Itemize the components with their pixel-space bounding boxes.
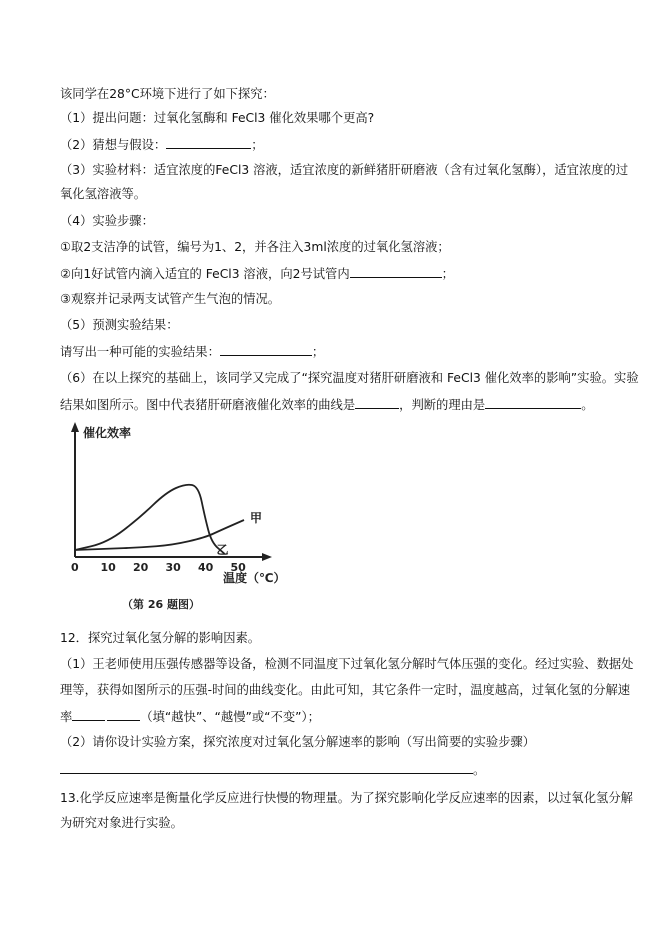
answer-blank[interactable] [72,708,105,721]
question-2-text: （2）猜想与假设： [60,138,167,152]
semicolon: ； [251,138,264,152]
answer-blank[interactable] [485,396,581,409]
x-tick-label: 50 [230,561,246,574]
period: 。 [581,398,594,412]
x-tick-label: 40 [198,561,214,574]
x-tick-label: 10 [100,561,116,574]
question-4: （4）实验步骤： [60,214,154,228]
question-5-prompt [60,343,324,360]
semicolon: ； [311,345,325,359]
problem-12-hint: （填“越快”、“越慢”或“不变”）； [140,710,320,724]
question-3-line2: 氧化氢溶液等。 [60,187,147,201]
step-1: ①取2支洁净的试管，编号为1、2，并各注入3ml浓度的过氧化氢溶液； [60,240,450,254]
figure-caption: （第 26 题图） [122,598,200,611]
step-2-text: ②向1好试管内滴入适宜的 FeCl3 溶液，向2号试管内 [60,267,350,281]
x-axis-label: 温度（℃） [223,571,286,585]
problem-12-title: 12．探究过氧化氢分解的影响因素。 [60,631,261,645]
question-6-text-a: 结果如图所示。图中代表猪肝研磨液催化效率的曲线是 [60,398,356,412]
problem-12-part1-line1: （1）王老师使用压强传感器等设备，检测不同温度下过氧化氢分解时气体压强的变化。经过实验、数据处 [60,657,634,671]
question-6-line1: （6）在以上探究的基础上，该同学又完成了“探究温度对猪肝研磨液和 FeCl3 催化效率的影响”实验。实验 [60,371,639,385]
problem-12-part1-line2: 理等，获得如图所示的压强-时间的曲线变化。由此可知，其它条件一定时，温度越高，过氧化氢的分解速 [60,683,631,697]
problem-12-part1-line3 [60,708,320,725]
answer-blank[interactable] [107,708,140,721]
x-tick-label: 0 [71,561,79,574]
series-label: 甲 [250,511,263,525]
period: 。 [473,763,486,777]
question-6-text-b: ，判断的理由是 [399,398,486,412]
answer-blank[interactable] [166,136,251,149]
problem-12-text: 率 [60,710,73,724]
question-2 [60,136,264,153]
question-6-line2 [60,396,594,413]
problem-13-line2: 为研究对象进行实验。 [60,816,183,830]
y-axis-arrow-icon [71,422,79,432]
y-axis-label: 催化效率 [83,426,132,440]
intro-text: 该同学在28°C环境下进行了如下探究： [60,87,275,101]
answer-blank[interactable] [93,761,473,774]
x-axis-arrow-icon [262,553,272,561]
question-5-prompt-text: 请写出一种可能的实验结果： [60,345,220,359]
question-3-line1: （3）实验材料：适宜浓度的FeCl3 溶液，适宜浓度的新鲜猪肝研磨液（含有过氧化氢酶），适宜浓度的过 [60,163,629,177]
x-tick-label: 30 [165,561,181,574]
step-3: ③观察并记录两支试管产生气泡的情况。 [60,292,281,306]
problem-12-part2: （2）请你设计实验方案，探究浓度对过氧化氢分解速率的影响（写出简要的实验步骤） [60,735,536,749]
catalysis-efficiency-chart [60,420,300,615]
semicolon: ； [441,267,454,281]
problem-13-line1: 13.化学反应速率是衡量化学反应进行快慢的物理量。为了探究影响化学反应速率的因素，以过氧化氢分解 [60,791,633,805]
answer-blank[interactable] [220,343,312,356]
answer-blank[interactable] [350,265,442,278]
series-label: 乙 [216,542,229,557]
problem-12-answer-line [60,761,485,778]
step-2 [60,265,454,282]
x-tick-label: 20 [133,561,149,574]
curve-yi [75,485,225,554]
question-1: （1）提出问题：过氧化氢酶和 FeCl3 催化效果哪个更高? [60,111,375,125]
answer-blank[interactable] [355,396,399,409]
question-5: （5）预测实验结果： [60,318,179,332]
answer-blank[interactable] [60,761,93,774]
